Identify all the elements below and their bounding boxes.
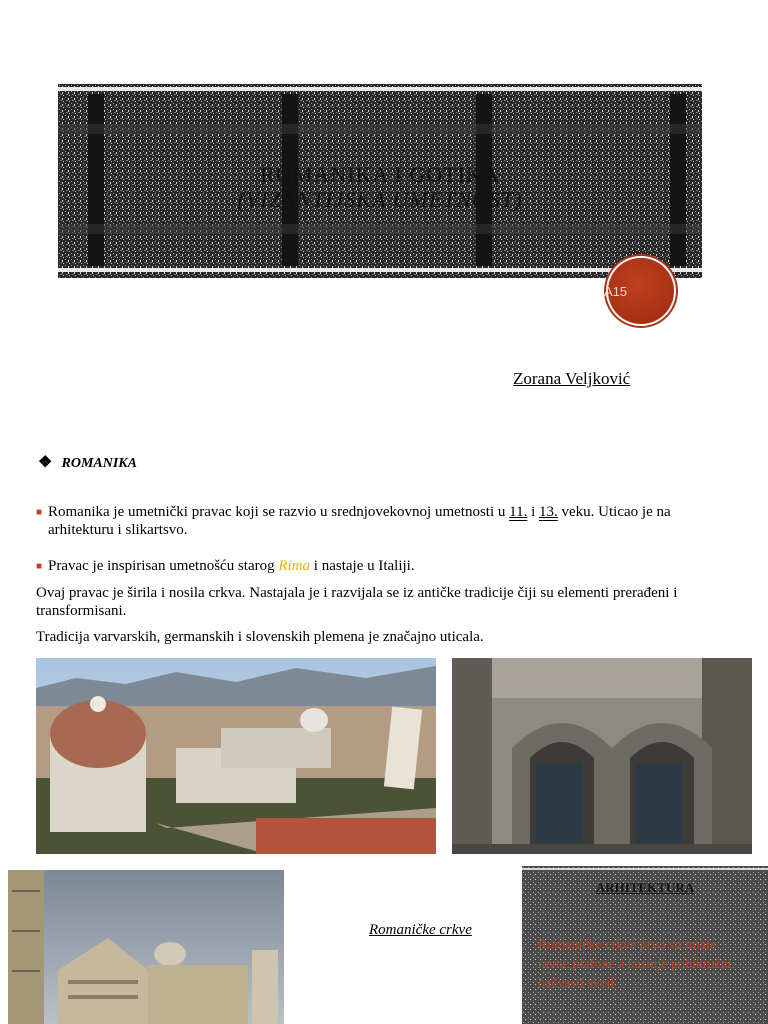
diamond-bullet-icon: ❖ [38, 454, 53, 471]
century-13: 13. [539, 504, 558, 520]
section-heading [38, 452, 137, 472]
title-banner [58, 84, 702, 278]
bullet-paragraph-1 [38, 503, 738, 539]
p1-text-a: Romanika je umetnički pravac koji se razvio u srednjovekovnoj umetnosti u [48, 504, 510, 520]
paragraph-3: Ovaj pravac je širila i nosila crkva. Nastajala je i razvijala se iz antičke tradicije čiji su elementi prerađeni i transformisani. [36, 585, 678, 619]
square-bullet-icon: ■ [36, 561, 43, 572]
p1-text-d: veku. Uticao je na arhitekturu i slikartsvo. [48, 504, 671, 538]
slide-badge [604, 258, 674, 324]
p2-text-a: Pravac je inspirisan umetnošću starog [48, 558, 279, 574]
architecture-text: Romaničke crkve prvo su imale ravne plafone a kasnije polukružni bačvasti svod [538, 938, 732, 991]
century-11: 11. [509, 504, 528, 520]
section-heading-text: ROMANIKA [61, 456, 137, 471]
p2-text-b: i nastaje u Italiji. [310, 558, 415, 574]
photo-pisa-aerial [36, 658, 436, 854]
slide-title-line1: ROMANIKA I GOTIKA [260, 162, 500, 187]
p1-text-b: i [527, 504, 540, 520]
badge-label: A15 [604, 284, 628, 299]
bullet-paragraph-2 [38, 557, 738, 575]
author-name: Zorana Veljković [513, 369, 631, 388]
architecture-box [522, 866, 768, 1024]
photo-pisa-facade [8, 870, 284, 1024]
rima-highlight: Rima [278, 558, 311, 574]
photo-cathedral-portal [452, 658, 752, 854]
slide-title-line2: (VIZANTIJSKA UMETNOST) [237, 187, 523, 212]
paragraph-4: Tradicija varvarskih, germanskih i slovenskih plemena je značajno uticala. [36, 629, 484, 645]
photo-caption: Romaničke crkve [369, 922, 472, 938]
square-bullet-icon: ■ [36, 507, 43, 518]
architecture-title: ARHITEKTURA [595, 880, 695, 895]
